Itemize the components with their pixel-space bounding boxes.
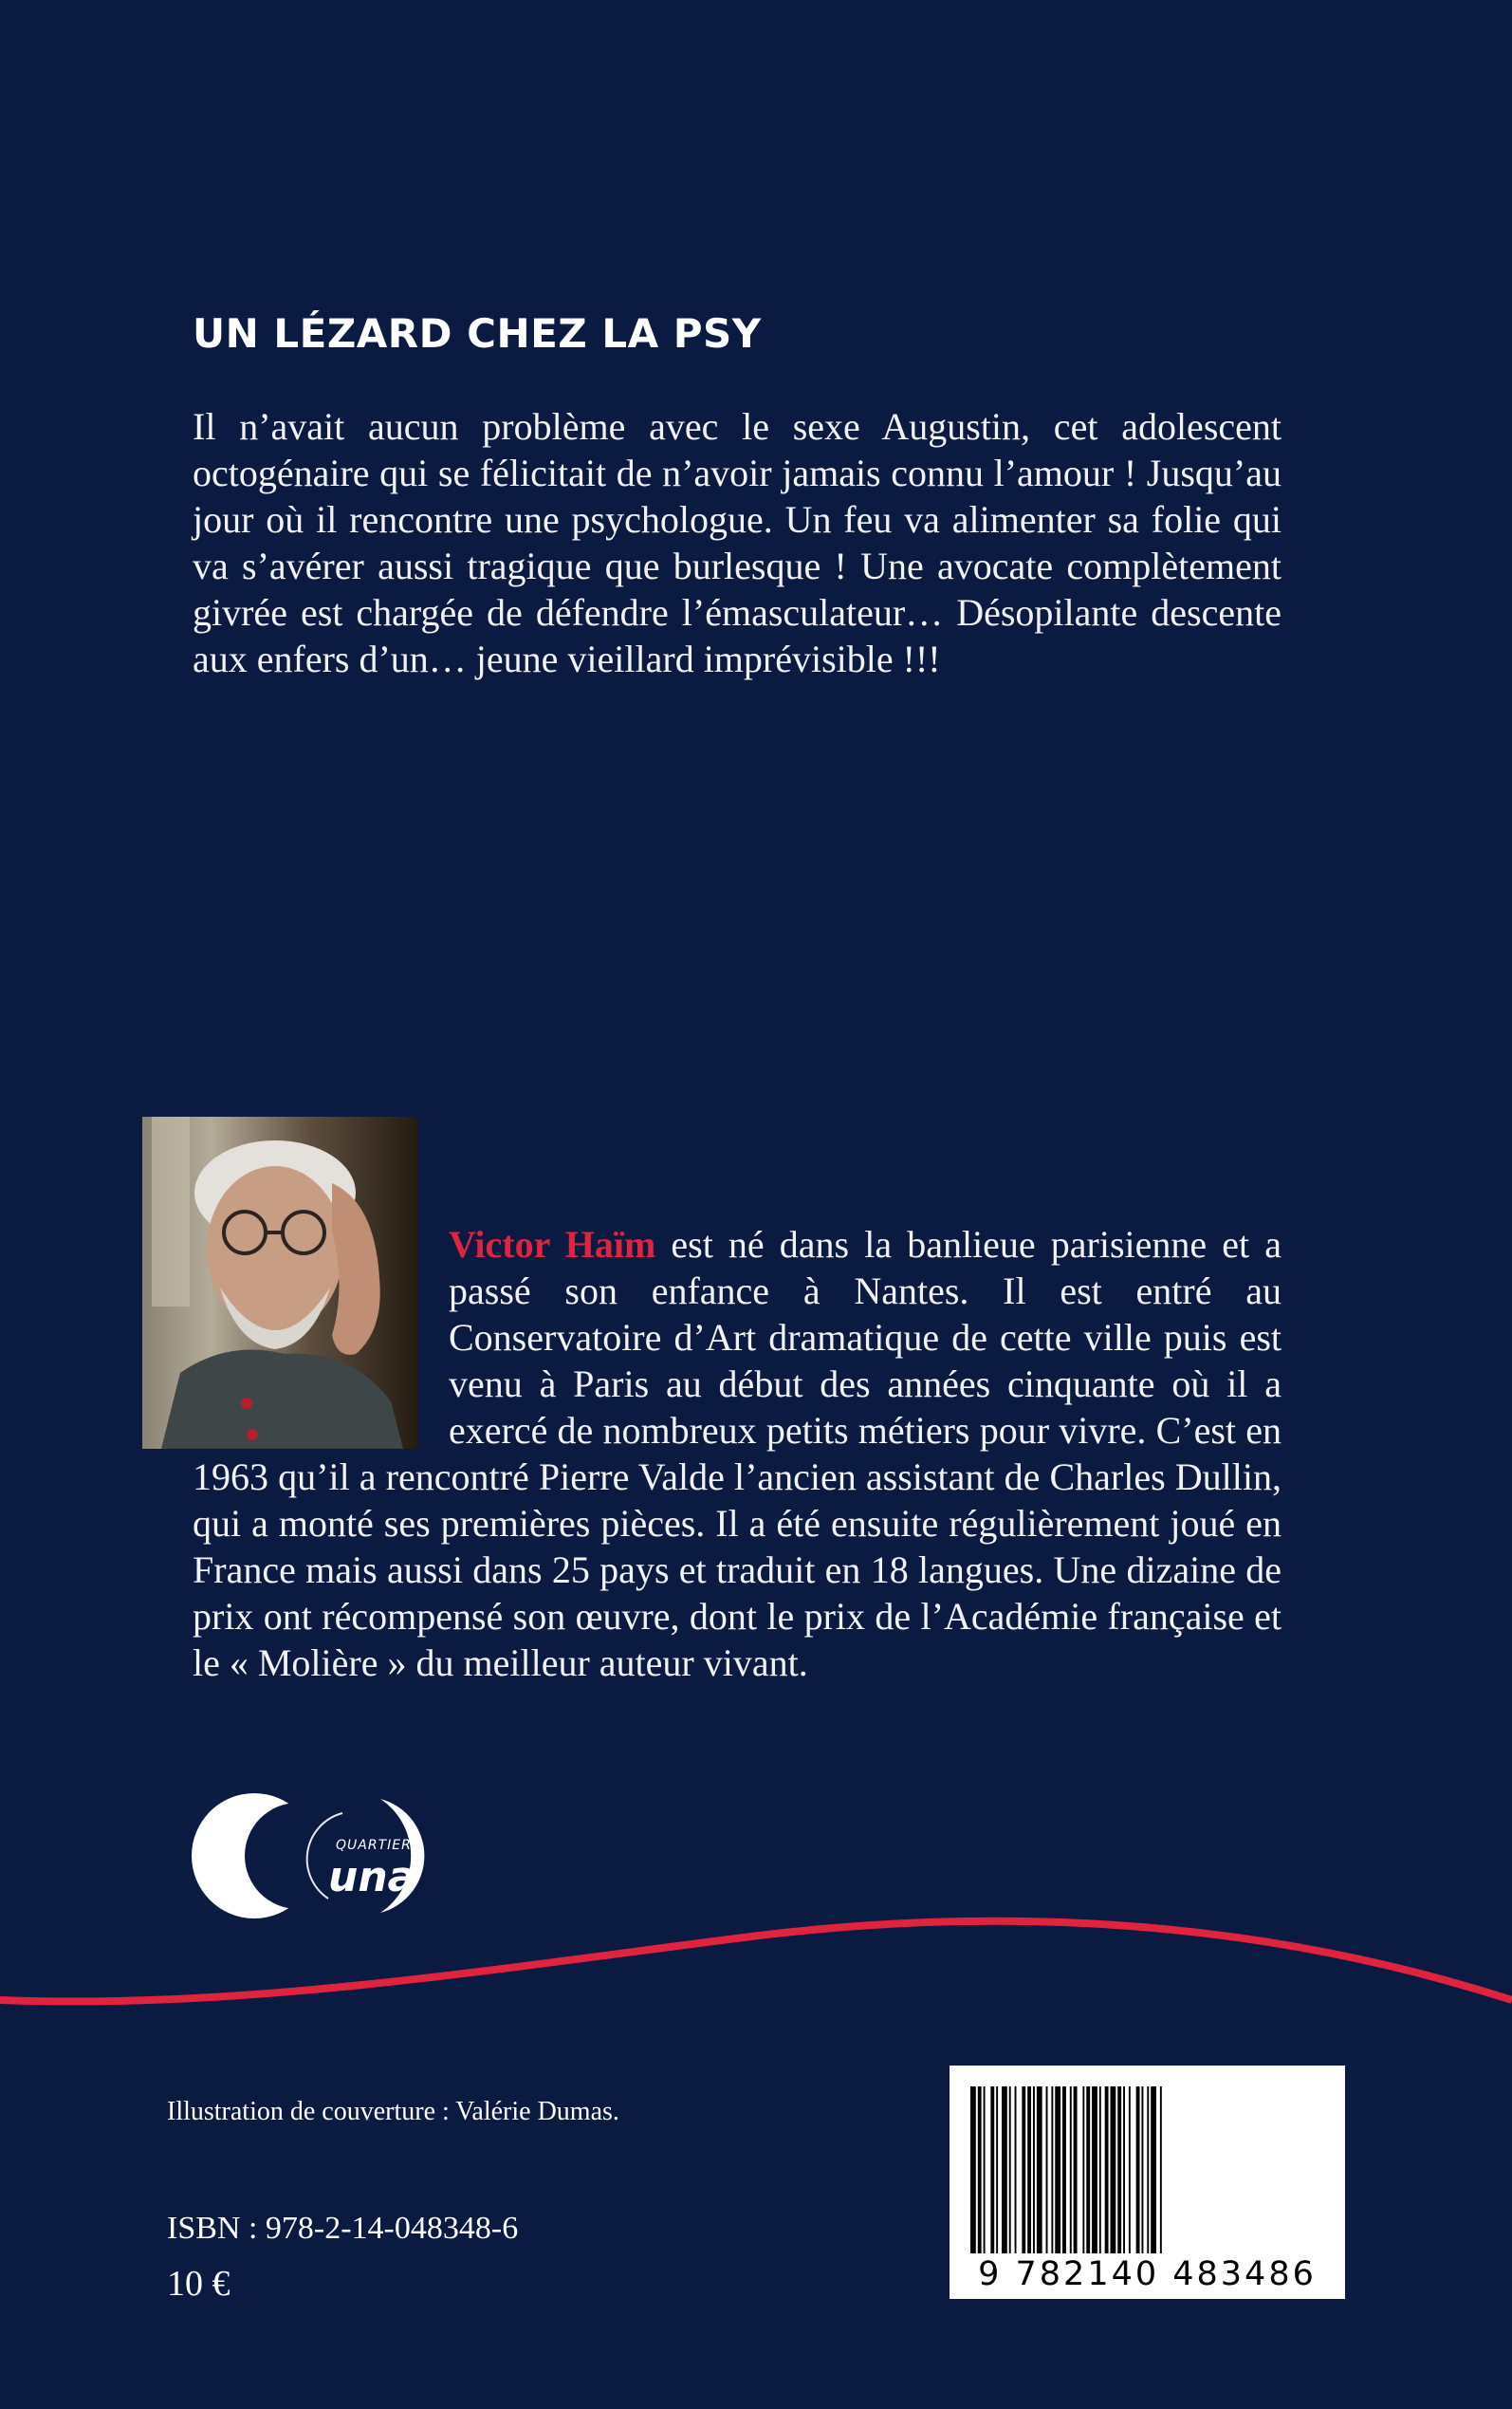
barcode-bar xyxy=(1086,2086,1090,2253)
barcode-bar xyxy=(1160,2086,1162,2253)
barcode-bars xyxy=(968,2086,1327,2253)
barcode-bar xyxy=(1027,2086,1031,2253)
barcode-bar xyxy=(978,2086,982,2253)
barcode-bar xyxy=(1092,2086,1097,2253)
synopsis xyxy=(193,403,1282,682)
barcode-bar xyxy=(1062,2086,1066,2253)
barcode-bar xyxy=(1105,2086,1109,2253)
barcode-bar xyxy=(990,2086,994,2253)
barcode-bar xyxy=(1070,2086,1072,2253)
barcode-bar xyxy=(1009,2086,1011,2253)
barcode-bar xyxy=(1099,2086,1101,2253)
author-name: Victor Haïm xyxy=(449,1223,656,1266)
barcode xyxy=(950,2066,1345,2299)
logo-bottom-text: una xyxy=(328,1853,416,1901)
barcode-bar xyxy=(1051,2086,1053,2253)
cover-illustration-credit: Illustration de couverture : Valérie Dumas. xyxy=(167,2097,619,2126)
barcode-bar xyxy=(1147,2086,1149,2253)
red-wave-decoration xyxy=(0,1860,1512,2021)
barcode-bar xyxy=(1151,2086,1156,2253)
price: 10 € xyxy=(167,2264,230,2304)
barcode-bar xyxy=(1037,2086,1042,2253)
barcode-bar xyxy=(1033,2086,1035,2253)
book-title: UN LÉZARD CHEZ LA PSY xyxy=(193,310,762,357)
barcode-bar xyxy=(1074,2086,1078,2253)
barcode-bar xyxy=(984,2086,986,2253)
logo-top-text: QUARTIER xyxy=(336,1838,412,1853)
isbn: ISBN : 978-2-14-048348-6 xyxy=(167,2211,519,2246)
barcode-bar xyxy=(996,2086,998,2253)
barcode-bar xyxy=(1015,2086,1017,2253)
barcode-bar xyxy=(1046,2086,1048,2253)
barcode-bar xyxy=(1123,2086,1125,2253)
barcode-bar xyxy=(970,2086,976,2253)
barcode-bar xyxy=(1141,2086,1143,2253)
author-bio xyxy=(193,1221,1282,1686)
barcode-bar xyxy=(1129,2086,1131,2253)
barcode-bar xyxy=(1002,2086,1007,2253)
photo-wrap-spacer xyxy=(193,1221,449,1454)
barcode-bar xyxy=(1055,2086,1060,2253)
barcode-bar xyxy=(1082,2086,1084,2253)
barcode-digits: 9 782140 483486 xyxy=(978,2255,1317,2293)
synopsis-text: Il n’avait aucun problème avec le sexe Augustin, cet adolescent octogénaire qui se félicitait de n’avoir jamais connu l’amour ! Jusqu’au jour où il rencontre une psychologue. Un feu va alimenter sa folie qui va s’avérer aussi tragique que burlesque ! Une avocate complètement givrée est chargée de défendre l’émasculateur… Désopilante descente aux enfers d’un… jeune vieillard imprévisible !!! xyxy=(193,405,1282,680)
author-bio-text: est né dans la banlieue parisienne et a passé son enfance à Nantes. Il est entré au Conservatoire d’Art dramatique de cette ville puis est venu à Paris au début des années cinquante où il a exercé de nombreux petits métiers pour vivre. C’est en 1963 qu’il a rencontré Pierre Valde l’ancien assistant de Charles Dullin, qui a monté ses premières pièces. Il a été ensuite régulièrement joué en France mais aussi dans 25 pays et traduit en 18 langues. Une dizaine de prix ont récompensé son œuvre, dont le prix de l’Académie française et le « Molière » du meilleur auteur vivant. xyxy=(193,1223,1282,1684)
barcode-bar xyxy=(1110,2086,1116,2253)
barcode-bar xyxy=(1117,2086,1121,2253)
barcode-bar xyxy=(1022,2086,1025,2253)
barcode-bar xyxy=(1136,2086,1140,2253)
